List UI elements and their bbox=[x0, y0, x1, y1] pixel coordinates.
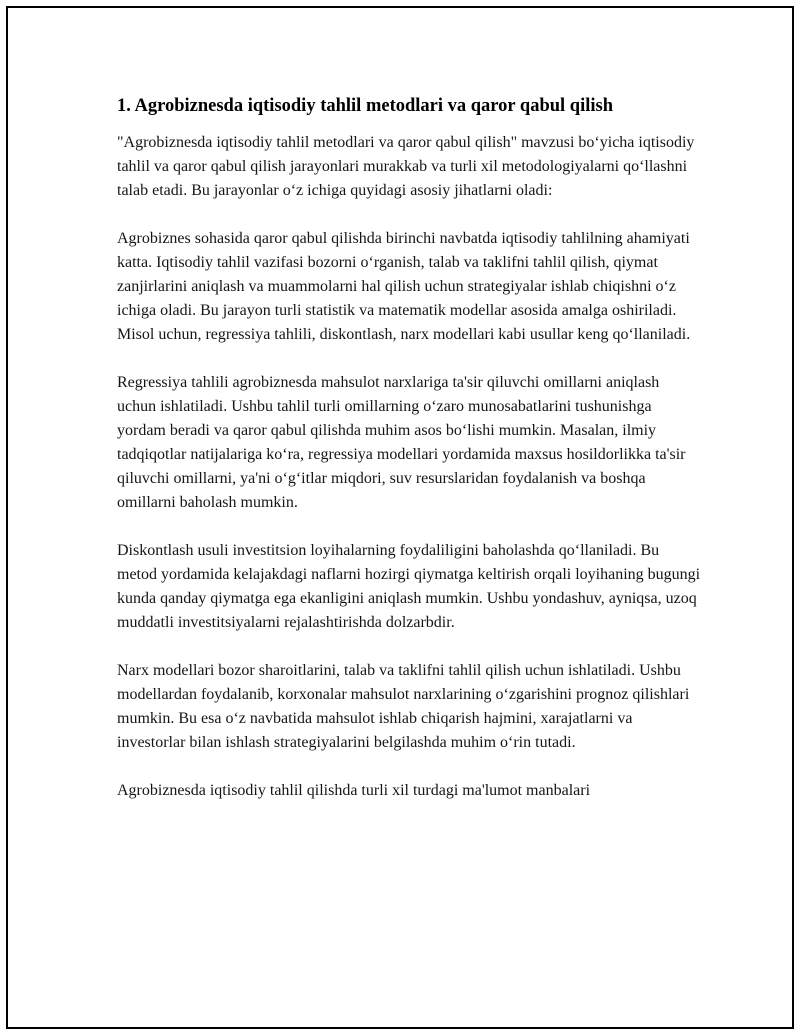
paragraph-regression: Regressiya tahlili agrobiznesda mahsulot narxlariga ta'sir qiluvchi omillarni aniqlash uchun ishlatiladi. Ushbu tahlil turli omillarning o‘zaro munosabatlarini tushunishga yordam beradi va qaror qabul qilishda muhim asos bo‘lishi mumkin. Masalan, ilmiy tadqiqotlar natijalariga ko‘ra, regressiya modellari yordamida maxsus hosildorlikka ta'sir qiluvchi omillarni, ya'ni o‘g‘itlar miqdori, suv resurslaridan foydalanish va boshqa omillarni baholash mumkin. bbox=[117, 374, 686, 511]
paragraph-discounting: Diskontlash usuli investitsion loyihalarning foydaliligini baholashda qo‘llaniladi. Bu metod yordamida kelajakdagi naflarni hozirgi qiymatga keltirish orqali loyihaning bugungi kunda qanday qiymatga ega ekanligini aniqlash mumkin. Ushbu yondashuv, ayniqsa, uzoq muddatli investitsiyalarni rejalashtirishda dolzarbdir. bbox=[117, 542, 701, 631]
paragraph-data-sources: Agrobiznesda iqtisodiy tahlil qilishda turli xil turdagi ma'lumot manbalari bbox=[117, 782, 591, 799]
document-body bbox=[117, 92, 702, 827]
paragraph-intro: "Agrobiznesda iqtisodiy tahlil metodlari va qaror qabul qilish" mavzusi bo‘yicha iqtisodiy tahlil va qaror qabul qilish jarayonlari murakkab va turli xil metodologiyalarni qo‘llashni talab etadi. Bu jarayonlar o‘z ichiga quyidagi asosiy jihatlarni oladi: bbox=[117, 134, 695, 199]
paragraph-price-models: Narx modellari bozor sharoitlarini, talab va taklifni tahlil qilish uchun ishlatiladi. Ushbu modellardan foydalanib, korxonalar mahsulot narxlarining o‘zgarishini prognoz qilishlari mumkin. Bu esa o‘z navbatida mahsulot ishlab chiqarish hajmini, xarajatlarni va investorlar bilan ishlash strategiyalarini belgilashda muhim o‘rin tutadi. bbox=[117, 662, 690, 751]
section-heading: 1. Agrobiznesda iqtisodiy tahlil metodlari va qaror qabul qilish bbox=[117, 96, 614, 116]
paragraph-economic-analysis: Agrobiznes sohasida qaror qabul qilishda birinchi navbatda iqtisodiy tahlilning ahamiyati katta. Iqtisodiy tahlil vazifasi bozorni o‘rganish, talab va taklifni tahlil qilish, qiymat zanjirlarini aniqlash va muammolarni hal qilish uchun strategiyalar ishlab chiqishni o‘z ichiga oladi. Bu jarayon turli statistik va matematik modellar asosida amalga oshiriladi. Misol uchun, regressiya tahlili, diskontlash, narx modellari kabi usullar keng qo‘llaniladi. bbox=[117, 230, 691, 343]
